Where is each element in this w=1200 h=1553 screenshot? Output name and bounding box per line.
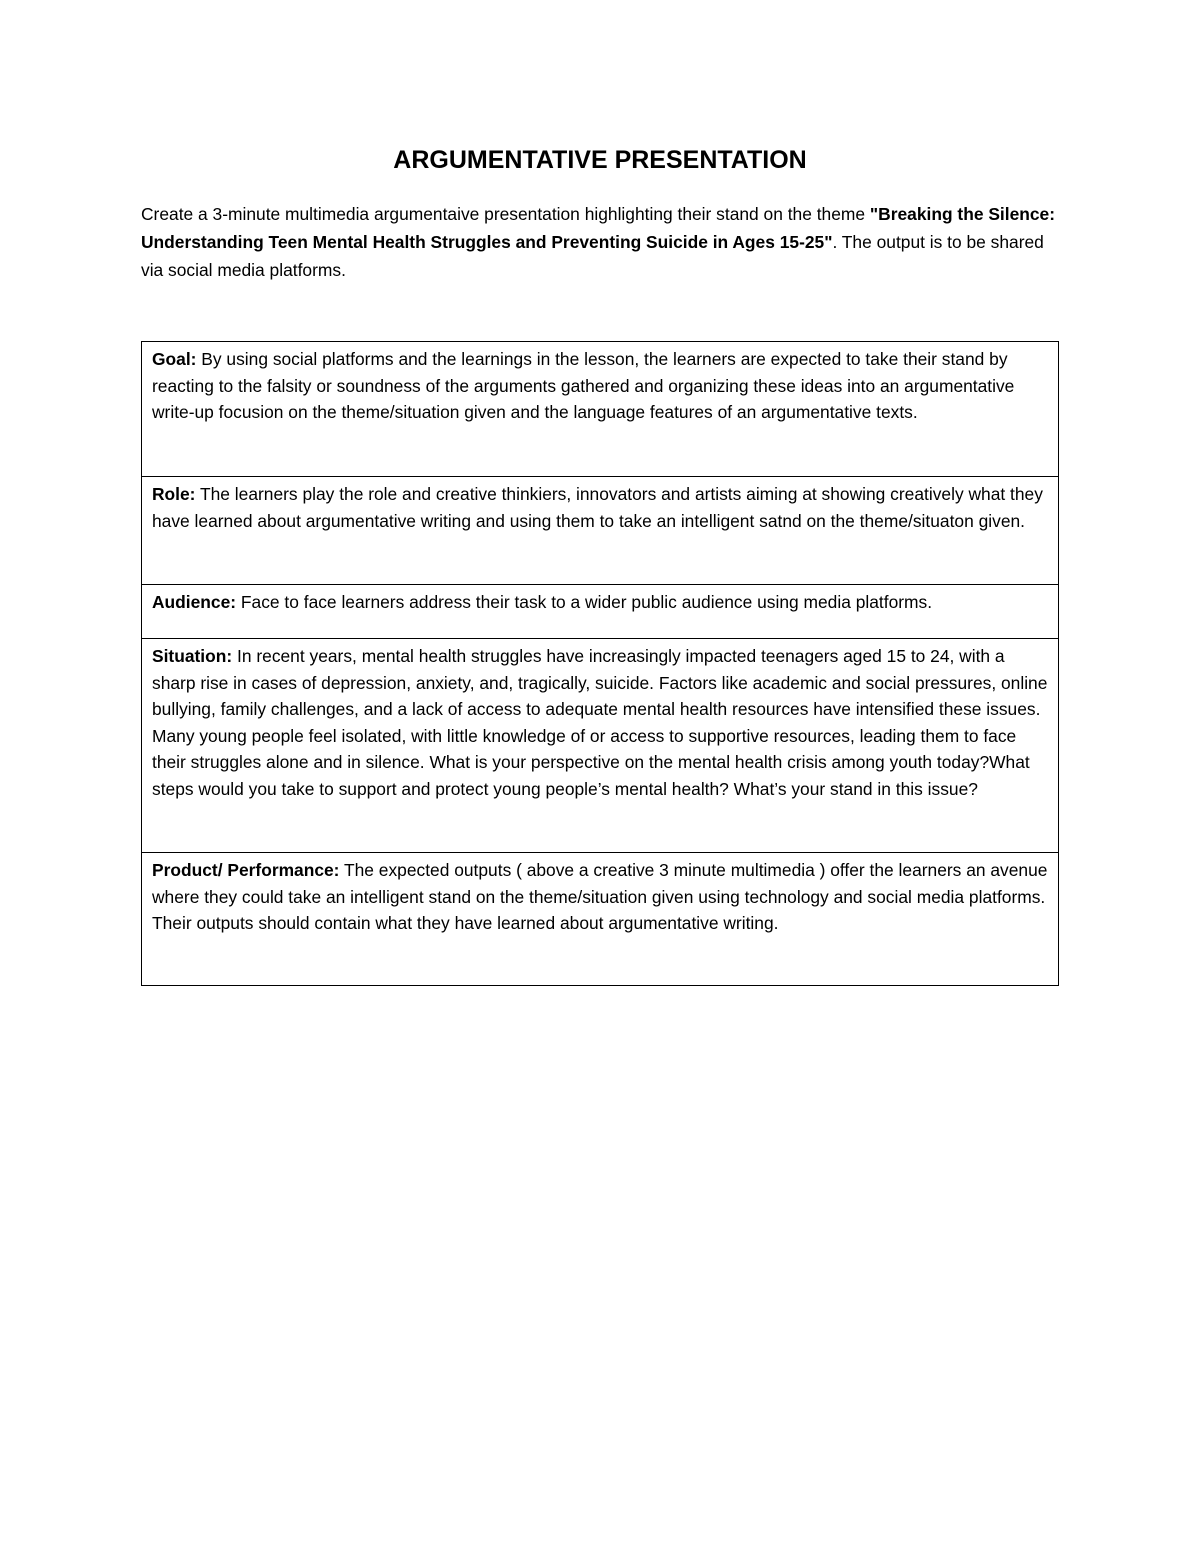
intro-theme: "Breaking the Silence: Understanding Teen Mental Health Struggles and Preventing Suicide in Ages 15-25" [141, 204, 1056, 252]
table-cell-audience [142, 585, 1059, 639]
page-title: ARGUMENTATIVE PRESENTATION [393, 146, 807, 174]
product-label: Product/ Performance: [152, 860, 340, 880]
goal-text: By using social platforms and the learnings in the lesson, the learners are expected to take their stand by reacting to the falsity or soundness of the arguments gathered and organizing these ideas into an argumentative write-up focusion on the theme/situation given and the language features of an argumentative texts. [152, 349, 1015, 422]
table-cell-product [142, 853, 1059, 986]
table-row-situation [142, 639, 1059, 853]
table-row-goal [142, 342, 1059, 477]
table-row-audience [142, 585, 1059, 639]
product-text: The expected outputs ( above a creative 3 minute multimedia ) offer the learners an avenue where they could take an intelligent stand on the theme/situation given using technology and social media platforms. Their outputs should contain what they have learned about argumentative writing. [152, 860, 1048, 933]
role-text: The learners play the role and creative thinkiers, innovators and artists aiming at showing creatively what they have learned about argumentative writing and using them to take an intelligent satnd on the theme/situaton given. [152, 484, 1043, 531]
grasps-table [141, 341, 1059, 986]
table-row-role [142, 477, 1059, 585]
situation-label: Situation: [152, 646, 233, 666]
intro-lead: Create a 3-minute multimedia argumentaive presentation highlighting their stand on the theme [141, 204, 870, 224]
intro-tail: . The output is to be shared via social media platforms. [141, 232, 1044, 280]
role-label: Role: [152, 484, 196, 504]
situation-text: In recent years, mental health struggles have increasingly impacted teenagers aged 15 to 24, with a sharp rise in cases of depression, anxiety, and, tragically, suicide. Factors like academic and social pressures, online bullying, family challenges, and a lack of access to adequate mental health resources have intensified these issues. Many young people feel isolated, with little knowledge of or access to supportive resources, leading them to face their struggles alone and in silence. What is your perspective on the mental health crisis among youth today?What steps would you take to support and protect young people’s mental health? What’s your stand in this issue? [152, 646, 1048, 799]
audience-label: Audience: [152, 592, 237, 612]
goal-label: Goal: [152, 349, 197, 369]
table-cell-situation [142, 639, 1059, 853]
intro-paragraph [141, 200, 1061, 284]
table-cell-goal [142, 342, 1059, 477]
table-cell-role [142, 477, 1059, 585]
audience-text: Face to face learners address their task to a wider public audience using media platforms. [236, 592, 933, 612]
table-row-product [142, 853, 1059, 986]
